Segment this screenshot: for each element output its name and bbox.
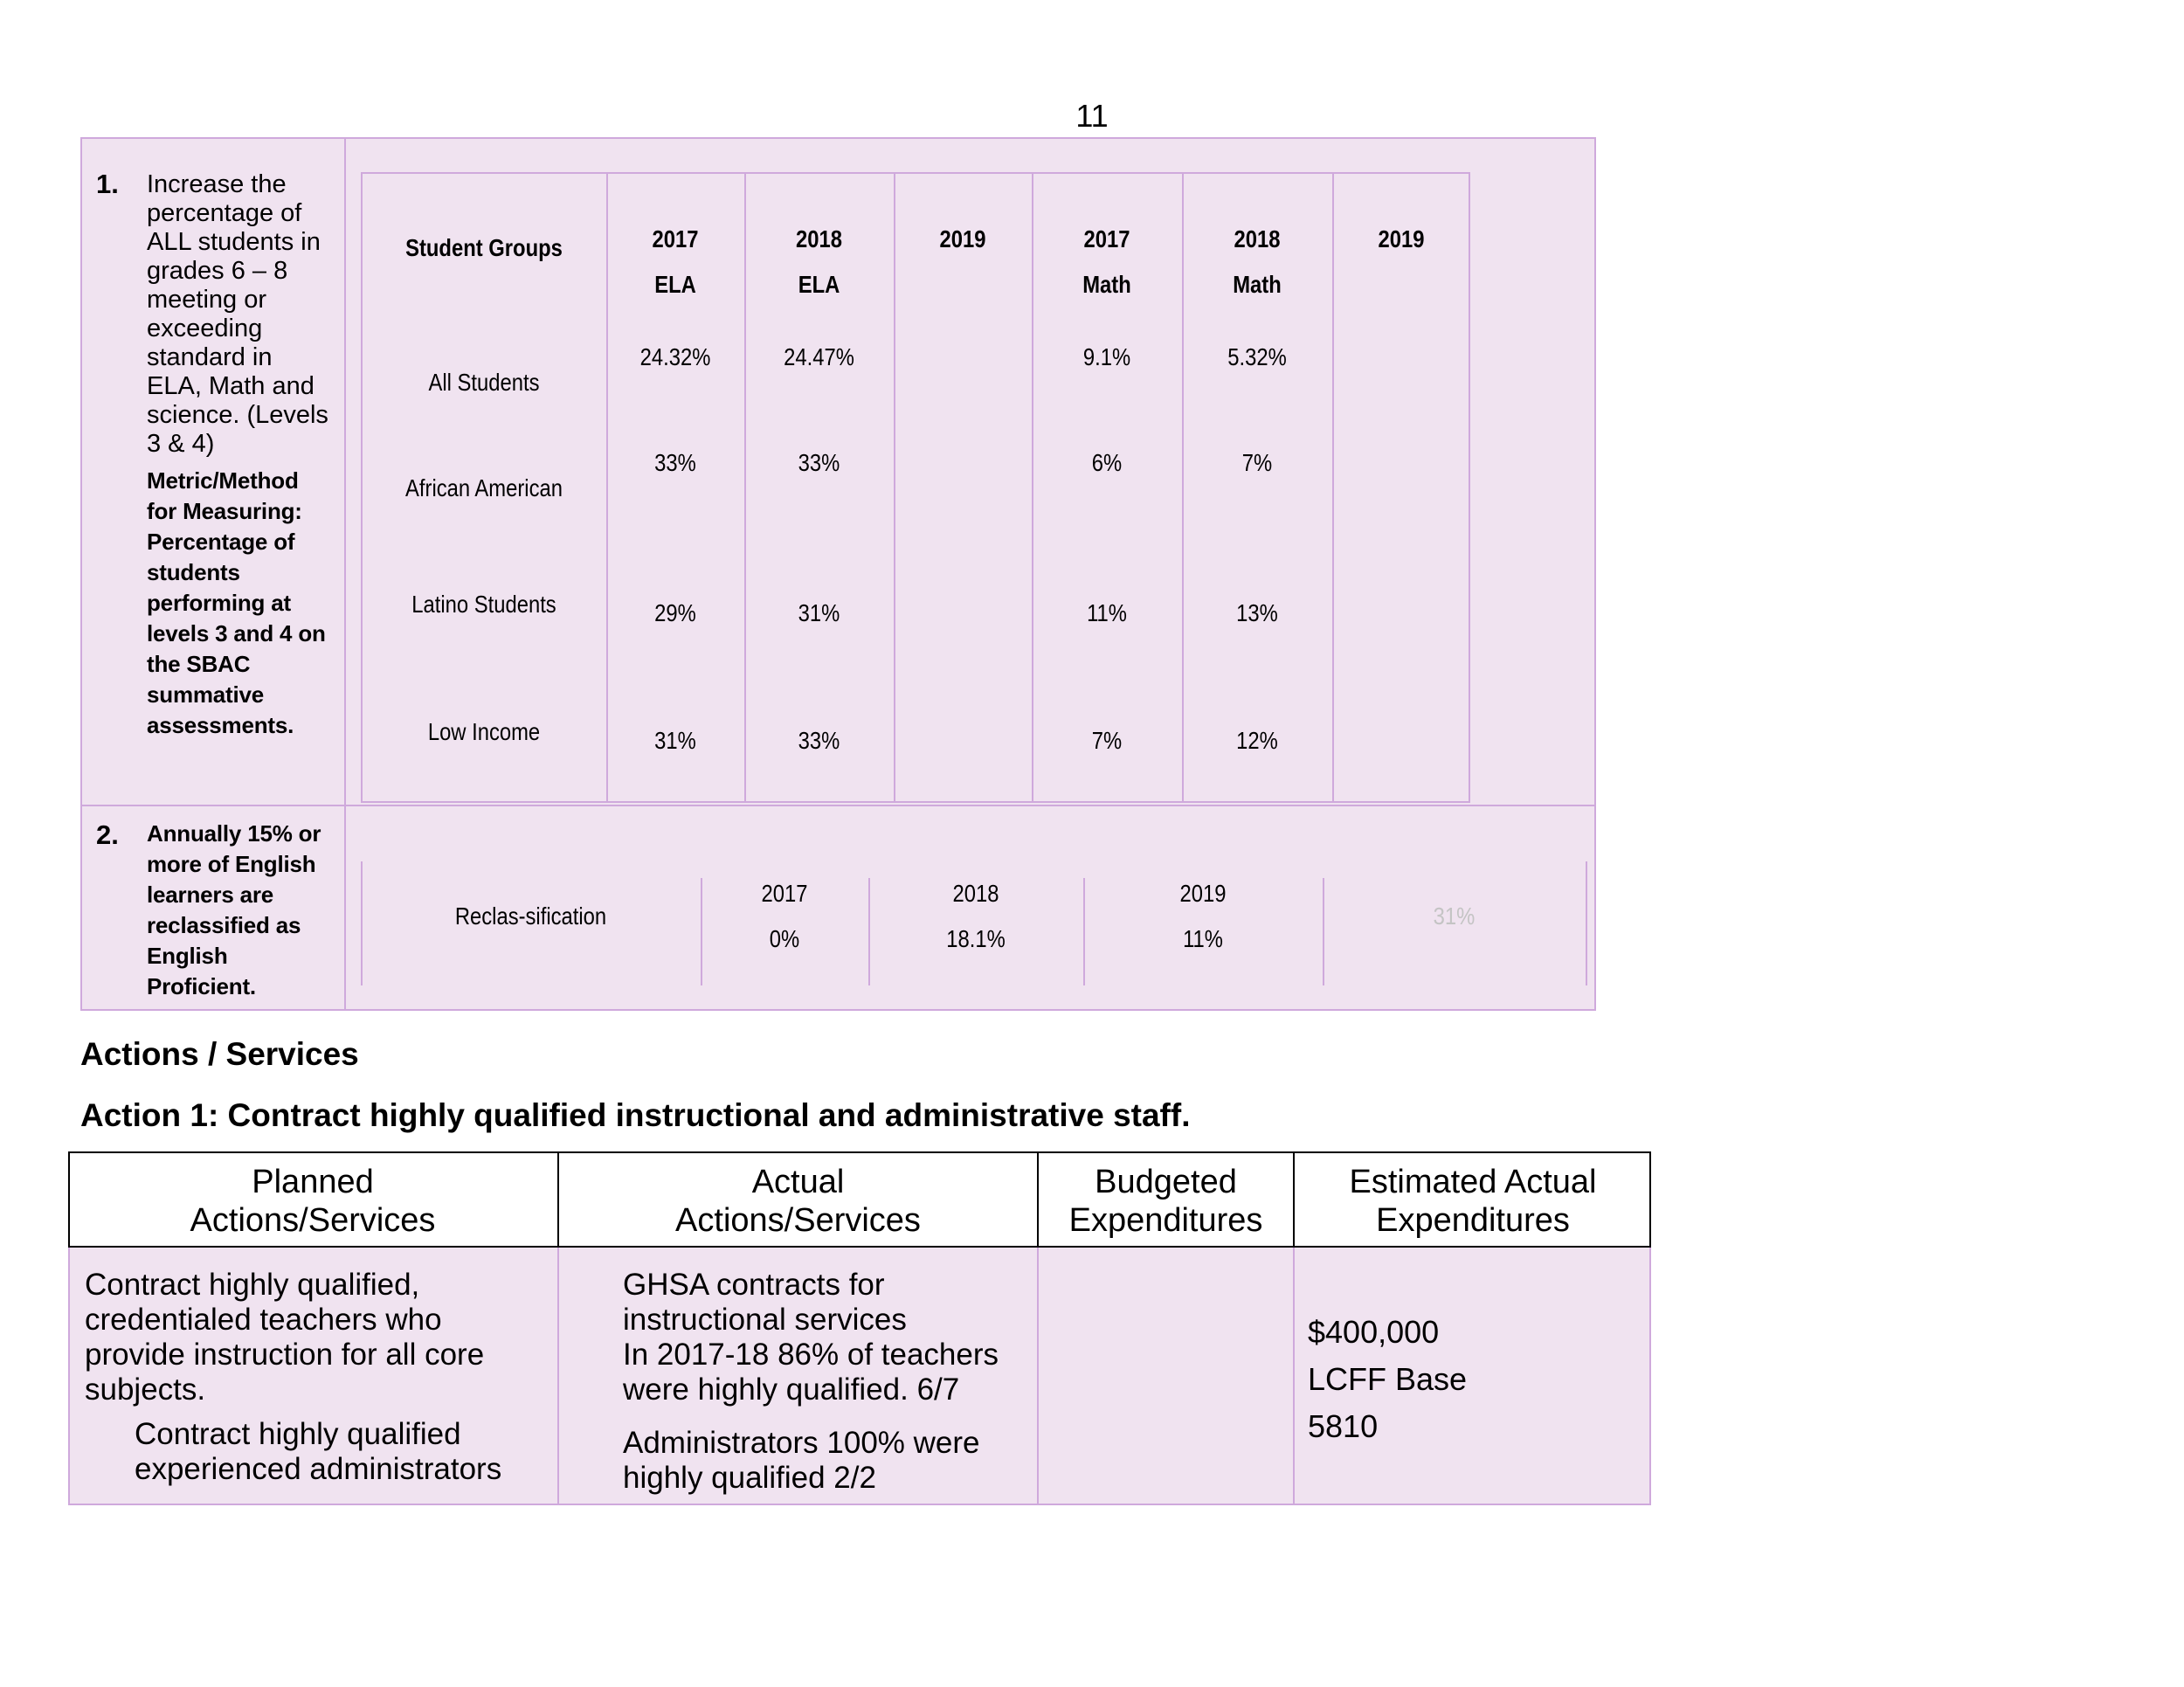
text-line: Contract highly qualified, bbox=[85, 1268, 420, 1302]
goal2-line: learners are bbox=[147, 882, 274, 908]
row-label: Latino Students bbox=[411, 591, 556, 618]
header-year: 2017 bbox=[652, 225, 699, 252]
row-label: All Students bbox=[428, 369, 540, 396]
header-line: Planned bbox=[252, 1164, 374, 1200]
goal2-line: reclassified as bbox=[147, 912, 301, 938]
goal1-line: 3 & 4) bbox=[147, 430, 215, 458]
reclass-faded-value: 31% bbox=[1433, 902, 1476, 930]
goal1-line: ELA, Math and bbox=[147, 372, 314, 400]
table-cell: 33% bbox=[798, 449, 840, 476]
text-line: highly qualified 2/2 bbox=[623, 1461, 876, 1495]
actual-actions-text-2 bbox=[623, 1426, 1033, 1496]
text-line: Contract highly qualified bbox=[135, 1417, 461, 1451]
goal1-line: percentage of bbox=[147, 199, 302, 227]
metric-line: Percentage of bbox=[147, 529, 295, 555]
action1-heading: Action 1: Contract highly qualified instructional and administrative staff. bbox=[80, 1097, 1191, 1133]
table-cell: 6% bbox=[1091, 449, 1123, 476]
header-line: Expenditures bbox=[1068, 1202, 1263, 1239]
header-year: 2019 bbox=[1378, 225, 1425, 252]
text-line: experienced administrators bbox=[135, 1452, 502, 1486]
body-divider bbox=[1293, 1248, 1295, 1505]
table-divider bbox=[1323, 878, 1324, 985]
goal2-number: 2. bbox=[96, 819, 119, 850]
reclass-year: 2019 bbox=[1179, 880, 1227, 907]
table-cell: 24.32% bbox=[639, 343, 711, 370]
goal1-line: meeting or bbox=[147, 286, 267, 314]
goal1-line: Increase the bbox=[147, 170, 287, 198]
text-line: were highly qualified. 6/7 bbox=[623, 1372, 960, 1407]
table-cell: 9.1% bbox=[1082, 343, 1131, 370]
table-divider bbox=[1083, 878, 1085, 985]
table-cell: 31% bbox=[654, 727, 696, 754]
header-subject: ELA bbox=[798, 271, 840, 298]
metric-line: for Measuring: bbox=[147, 498, 302, 524]
goal1-metric bbox=[147, 466, 348, 741]
goal2-line: Proficient. bbox=[147, 973, 256, 999]
table-cell: 7% bbox=[1091, 727, 1123, 754]
table-divider bbox=[1032, 172, 1033, 803]
row-label: Low Income bbox=[427, 718, 541, 745]
table-cell: 31% bbox=[798, 599, 840, 626]
estimated-expenditures bbox=[1308, 1309, 1640, 1450]
actions-services-heading: Actions / Services bbox=[80, 1036, 359, 1072]
planned-actions-indent-text bbox=[135, 1417, 554, 1487]
header-estimated bbox=[1295, 1163, 1651, 1240]
header-actual bbox=[559, 1163, 1037, 1240]
table-divider bbox=[1182, 172, 1184, 803]
page-number: 11 bbox=[1075, 98, 1109, 134]
reclass-value: 18.1% bbox=[946, 925, 1006, 952]
metric-line: Metric/Method bbox=[147, 467, 299, 494]
header-year: 2018 bbox=[1234, 225, 1281, 252]
goal1-line: grades 6 – 8 bbox=[147, 257, 288, 285]
table-cell: 29% bbox=[654, 599, 696, 626]
header-year: 2017 bbox=[1083, 225, 1130, 252]
table-cell: 33% bbox=[798, 727, 840, 754]
table-cell: 33% bbox=[654, 449, 696, 476]
text-line: LCFF Base bbox=[1308, 1361, 1468, 1397]
header-budgeted bbox=[1039, 1163, 1293, 1240]
header-subject: Math bbox=[1233, 271, 1282, 298]
goal2-line: Annually 15% or bbox=[147, 820, 321, 847]
header-line: Estimated Actual bbox=[1349, 1164, 1597, 1200]
table-cell: 11% bbox=[1087, 599, 1127, 626]
header-line: Actual bbox=[751, 1164, 845, 1200]
goal1-number: 1. bbox=[96, 169, 119, 199]
goal2-line: more of English bbox=[147, 851, 316, 877]
table-cell: 7% bbox=[1241, 449, 1273, 476]
header-line: Budgeted bbox=[1095, 1164, 1237, 1200]
table-divider bbox=[1332, 172, 1334, 803]
reclass-year: 2017 bbox=[761, 880, 808, 907]
goal1-text bbox=[147, 170, 348, 459]
text-line: credentialed teachers who bbox=[85, 1303, 442, 1337]
reclass-value: 11% bbox=[1183, 925, 1223, 952]
header-subject: Math bbox=[1082, 271, 1131, 298]
header-planned bbox=[68, 1163, 557, 1240]
text-line: instructional services bbox=[623, 1303, 907, 1337]
table-divider bbox=[744, 172, 746, 803]
text-line: $400,000 bbox=[1308, 1314, 1440, 1350]
planned-actions-text bbox=[85, 1268, 548, 1407]
text-line: 5810 bbox=[1308, 1408, 1379, 1444]
text-line: GHSA contracts for bbox=[623, 1268, 885, 1302]
goal1-line: ALL students in bbox=[147, 228, 321, 256]
header-subject: ELA bbox=[654, 271, 696, 298]
metric-line: assessments. bbox=[147, 712, 294, 738]
text-line: subjects. bbox=[85, 1372, 206, 1407]
body-divider bbox=[1037, 1248, 1039, 1505]
reclass-year: 2018 bbox=[952, 880, 999, 907]
table-divider bbox=[701, 878, 702, 985]
text-line: In 2017-18 86% of teachers bbox=[623, 1338, 999, 1372]
header-student-groups: Student Groups bbox=[405, 234, 563, 261]
table-divider bbox=[606, 172, 608, 803]
metric-line: levels 3 and 4 on bbox=[147, 620, 326, 646]
table-cell: 24.47% bbox=[784, 343, 854, 370]
metric-line: summative bbox=[147, 681, 265, 708]
header-line: Expenditures bbox=[1376, 1202, 1570, 1239]
goal1-line: exceeding bbox=[147, 315, 263, 342]
header-line: Actions/Services bbox=[190, 1202, 436, 1239]
table-cell: 12% bbox=[1236, 727, 1278, 754]
actual-actions-text bbox=[623, 1268, 1033, 1407]
goal1-line: science. (Levels bbox=[147, 401, 328, 429]
text-line: provide instruction for all core bbox=[85, 1338, 485, 1372]
goal-row-divider bbox=[80, 805, 1596, 806]
header-year: 2019 bbox=[939, 225, 986, 252]
header-line: Actions/Services bbox=[675, 1202, 921, 1239]
metric-line: performing at bbox=[147, 590, 291, 616]
table-divider bbox=[894, 172, 895, 803]
goal2-text bbox=[147, 819, 348, 1002]
table-divider bbox=[361, 861, 363, 985]
row-label: African American bbox=[405, 474, 563, 501]
header-year: 2018 bbox=[796, 225, 842, 252]
reclass-value: 0% bbox=[769, 925, 800, 952]
goal1-line: standard in bbox=[147, 343, 273, 371]
body-divider bbox=[557, 1248, 559, 1505]
goal2-line: English bbox=[147, 943, 228, 969]
metric-line: students bbox=[147, 559, 240, 585]
table-cell: 5.32% bbox=[1227, 343, 1287, 370]
metric-line: the SBAC bbox=[147, 651, 251, 677]
table-divider bbox=[868, 878, 870, 985]
table-cell: 13% bbox=[1236, 599, 1278, 626]
table-divider bbox=[1586, 861, 1587, 985]
reclassification-label: Reclas-sification bbox=[454, 902, 607, 930]
text-line: Administrators 100% were bbox=[623, 1426, 980, 1460]
